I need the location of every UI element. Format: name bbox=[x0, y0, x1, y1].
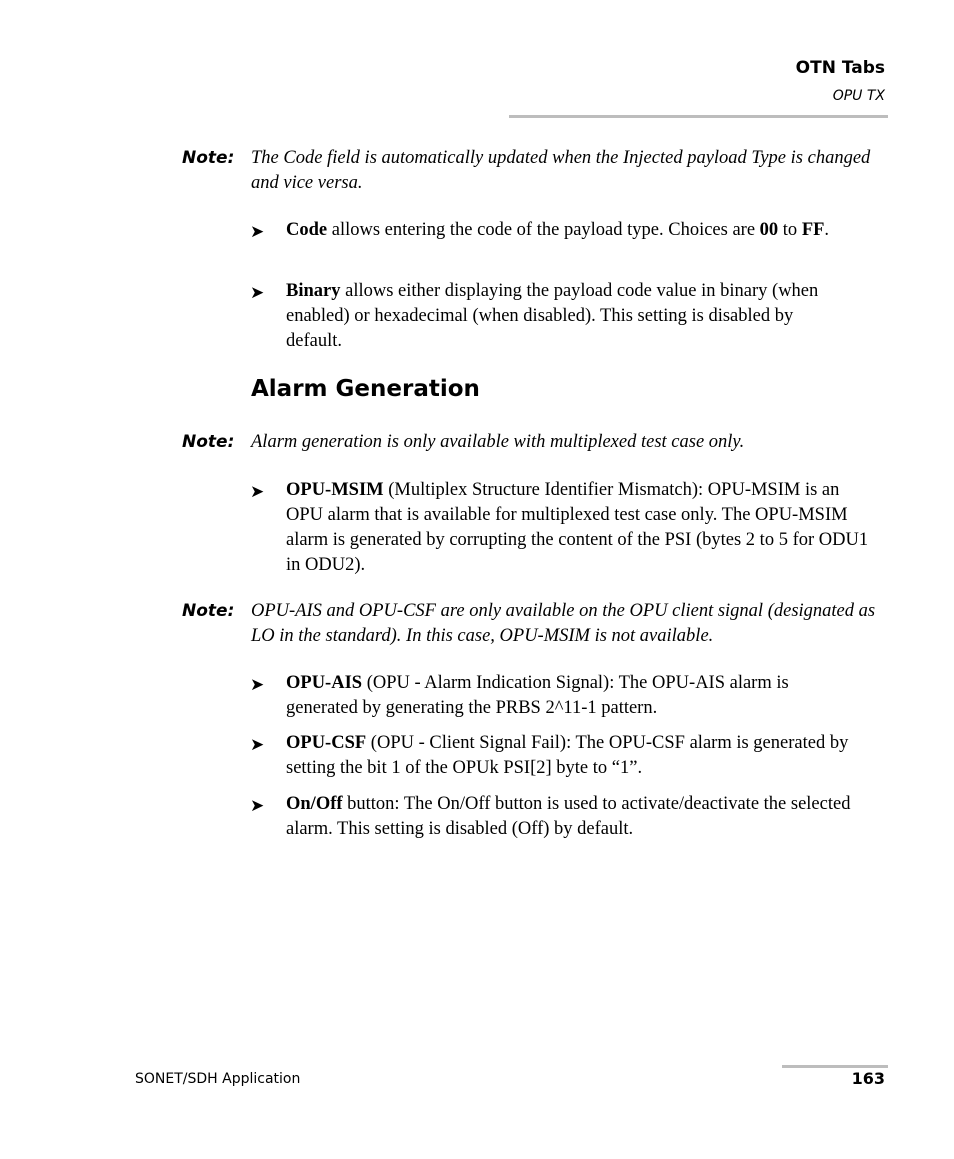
list-item-text bbox=[286, 671, 846, 721]
header-subtitle: OPU TX bbox=[832, 88, 885, 104]
note-text: The Code field is automatically updated when the Injected payload Type is changed and vice versa. bbox=[251, 148, 871, 193]
arrow-bullet-icon: ➤ bbox=[250, 796, 265, 815]
list-item-term: OPU-AIS bbox=[286, 673, 363, 693]
list-item-value: FF bbox=[801, 220, 825, 240]
header-title: OTN Tabs bbox=[795, 58, 885, 78]
list-item-term: On/Off bbox=[286, 794, 343, 814]
list-item-term: Binary bbox=[286, 281, 341, 301]
footer-document-title: SONET/SDH Application bbox=[135, 1071, 301, 1087]
list-item-body: button: The On/Off button is used to activate/deactivate the selected alarm. This setting is disabled (Off) by default. bbox=[286, 794, 851, 839]
list-item-text bbox=[286, 792, 876, 842]
section-heading: Alarm Generation bbox=[251, 376, 480, 402]
note-label: Note: bbox=[182, 148, 235, 168]
arrow-bullet-icon: ➤ bbox=[250, 222, 265, 241]
arrow-bullet-icon: ➤ bbox=[250, 735, 265, 754]
list-item-body: allows entering the code of the payload type. Choices are bbox=[327, 220, 760, 240]
arrow-bullet-icon: ➤ bbox=[250, 482, 265, 501]
list-item-body: (OPU - Client Signal Fail): The OPU-CSF alarm is generated by setting the bit 1 of the OPUk PSI[2] byte to “1”. bbox=[286, 733, 849, 778]
note-label: Note: bbox=[182, 601, 235, 621]
note-label: Note: bbox=[182, 432, 235, 452]
list-item-body: (Multiplex Structure Identifier Mismatch): OPU-MSIM is an OPU alarm that is available for multiplexed test case only. The OPU-MSIM alarm is generated by corrupting the content of the PSI (bytes 2 to 5 for ODU1 in ODU2). bbox=[286, 480, 869, 575]
list-item-text bbox=[286, 731, 881, 781]
footer-rule bbox=[782, 1065, 888, 1068]
list-item-value: 00 bbox=[759, 220, 779, 240]
list-item-body: allows either displaying the payload code value in binary (when enabled) or hexadecimal (when disabled). This setting is disabled by default. bbox=[286, 281, 819, 351]
list-item-body: . bbox=[824, 220, 830, 240]
arrow-bullet-icon: ➤ bbox=[250, 675, 265, 694]
page-number: 163 bbox=[851, 1069, 885, 1088]
list-item-term: OPU-CSF bbox=[286, 733, 367, 753]
header-rule bbox=[509, 115, 888, 118]
note-text: OPU-AIS and OPU-CSF are only available on the OPU client signal (designated as LO in the standard). In this case, OPU-MSIM is not available. bbox=[251, 601, 876, 646]
note-text: Alarm generation is only available with multiplexed test case only. bbox=[251, 432, 745, 452]
list-item-body: to bbox=[778, 220, 802, 240]
arrow-bullet-icon: ➤ bbox=[250, 283, 265, 302]
list-item-term: OPU-MSIM bbox=[286, 480, 384, 500]
list-item-text bbox=[286, 478, 878, 578]
list-item-term: Code bbox=[286, 220, 328, 240]
list-item-body: (OPU - Alarm Indication Signal): The OPU-AIS alarm is generated by generating the PRBS 2^11-1 pattern. bbox=[286, 673, 789, 718]
list-item-text bbox=[286, 218, 846, 243]
list-item-text bbox=[286, 279, 851, 354]
